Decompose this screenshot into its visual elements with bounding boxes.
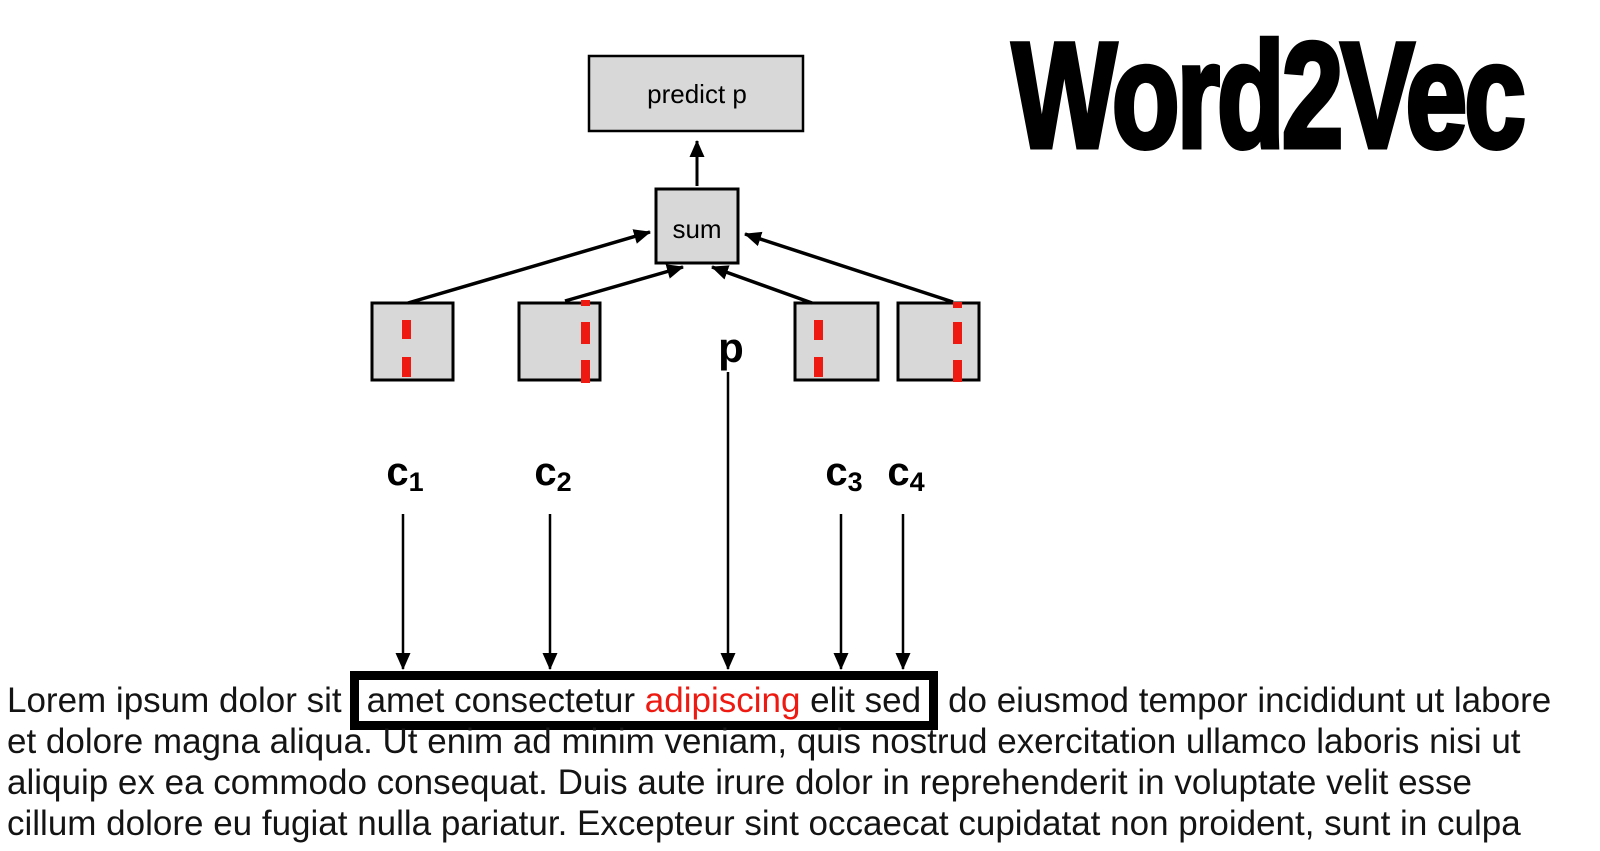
red-dash — [581, 360, 590, 383]
highlighted-target-word: adipiscing — [644, 681, 801, 720]
red-dash — [953, 360, 962, 382]
red-dash — [953, 322, 962, 344]
line1-prefix: Lorem ipsum dolor sit — [7, 681, 342, 720]
boxed-text-before: amet consectetur — [366, 681, 645, 720]
arrow-embedding3-to-sum — [712, 267, 812, 303]
lorem-line-4: cillum dolore eu fugiat nulla pariatur. Excepteur sint occaecat cupidatat non proident, sunt in culpa — [7, 804, 1521, 843]
lorem-line-2: et dolore magna aliqua. Ut enim ad minim veniam, quis nostrud exercitation ullamco laboris nisi ut — [7, 722, 1521, 761]
embedding-box-4-rect — [898, 303, 979, 380]
lorem-line-1 — [7, 680, 1551, 721]
boxed-text-after: elit sed — [800, 681, 922, 720]
red-dash — [814, 357, 823, 377]
context-label-c3-base: c — [825, 450, 848, 494]
context-label-c3-sub: 3 — [847, 467, 863, 497]
embedding-box-3-rect — [795, 303, 878, 380]
arrow-embedding1-to-sum — [408, 232, 650, 303]
context-label-c1-sub: 1 — [408, 467, 424, 497]
red-dash — [402, 357, 411, 377]
target-word-label: p — [718, 324, 744, 371]
lorem-paragraph — [7, 680, 1551, 844]
red-dash — [402, 320, 411, 339]
lorem-line-3: aliquip ex ea commodo consequat. Duis aute irure dolor in reprehenderit in voluptate velit esse — [7, 763, 1473, 802]
word2vec-title: Word2Vec — [1012, 11, 1524, 179]
context-label-c4 — [866, 452, 946, 502]
context-label-c4-base: c — [887, 450, 910, 494]
context-label-c2-base: c — [534, 450, 557, 494]
red-dash — [581, 300, 590, 306]
context-label-c2-sub: 2 — [556, 467, 572, 497]
embedding-box-1-rect — [372, 303, 453, 380]
sum-box-label: sum — [672, 214, 722, 244]
embedding-box-4 — [898, 302, 979, 382]
predict-box-label: predict p — [647, 79, 747, 109]
embedding-box-2 — [519, 300, 600, 383]
context-label-c4-sub: 4 — [909, 467, 925, 497]
context-label-c1-base: c — [386, 450, 409, 494]
context-label-c1 — [365, 452, 445, 502]
red-dash — [953, 302, 962, 308]
red-dash — [814, 320, 823, 340]
context-label-c2 — [513, 452, 593, 502]
embedding-box-3 — [795, 303, 878, 380]
line1-suffix: do eiusmod tempor incididunt ut labore — [948, 681, 1552, 720]
embedding-box-1 — [372, 303, 453, 380]
arrow-embedding2-to-sum — [565, 267, 683, 301]
red-dash — [581, 322, 590, 344]
